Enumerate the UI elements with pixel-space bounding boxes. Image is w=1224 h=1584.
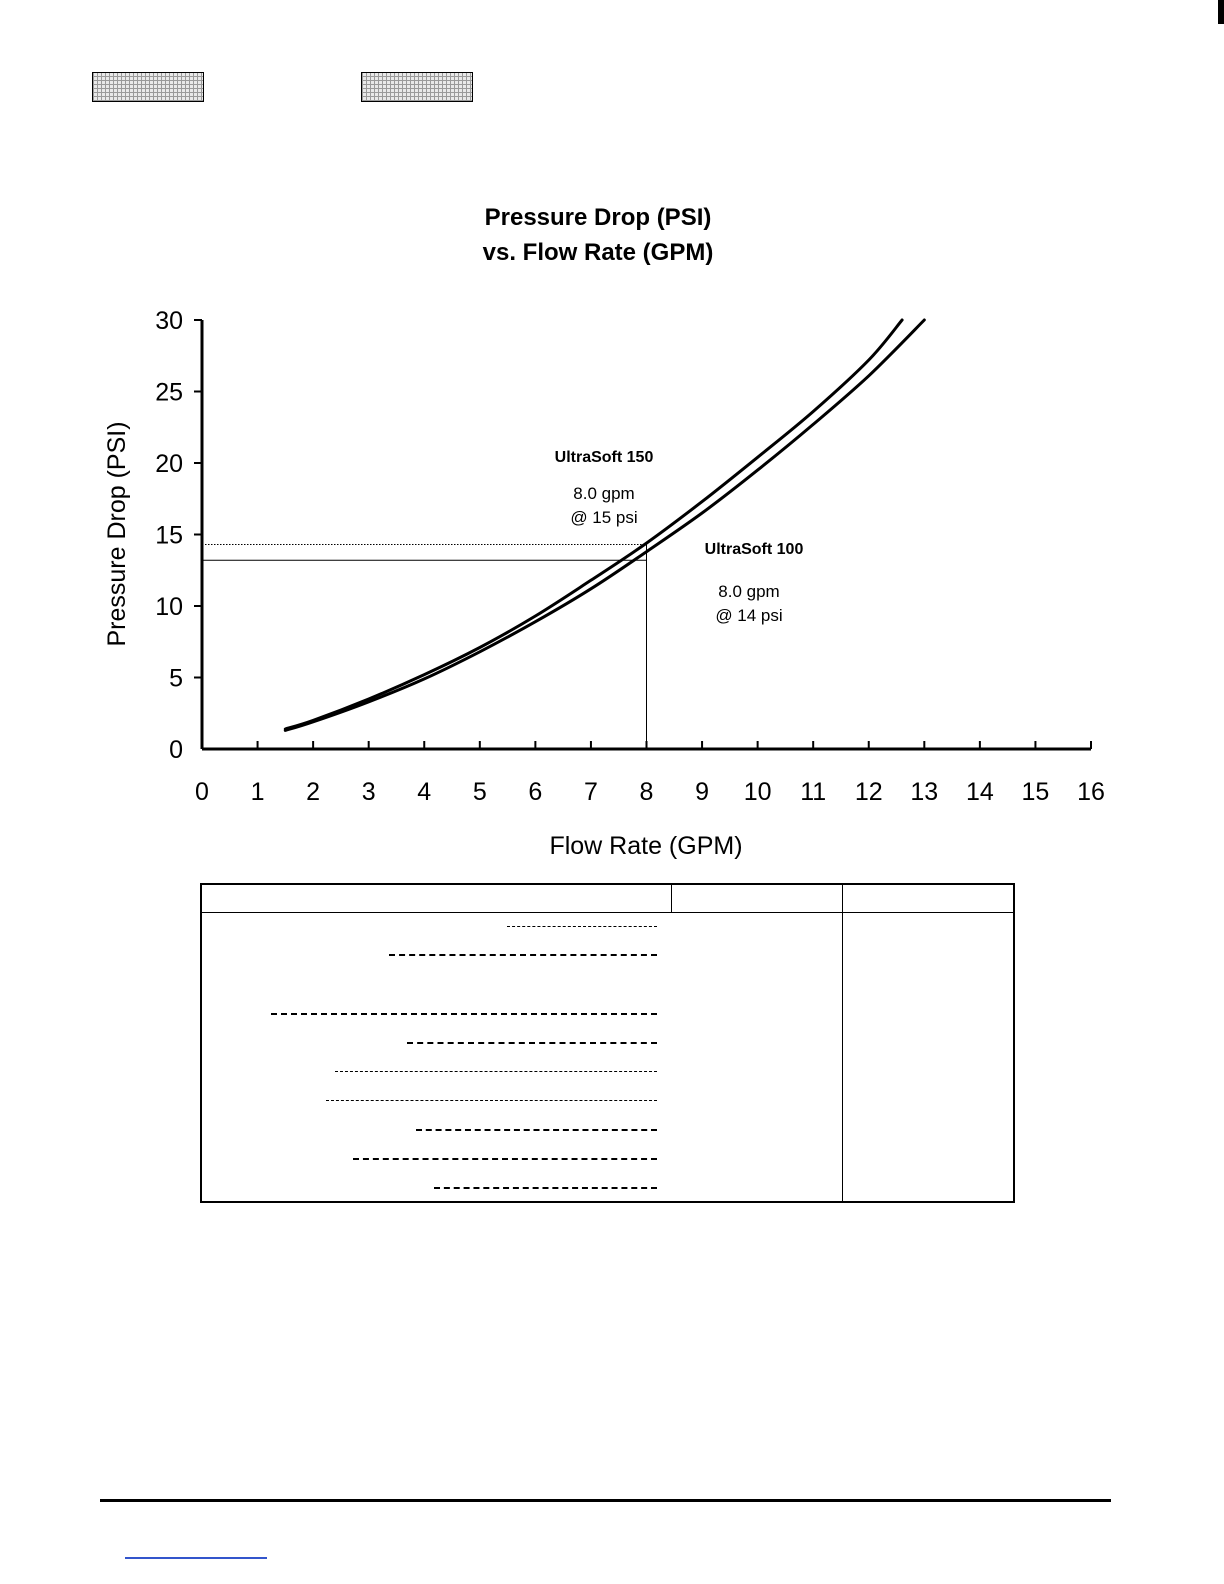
table-leader-line [389,954,657,956]
annotation-ultrasoft-100-pressure: @ 14 psi [715,606,783,625]
table-leader-line [353,1158,657,1160]
x-tick-label: 13 [910,778,939,806]
x-tick-label: 1 [250,778,265,806]
y-tick-label: 10 [155,593,183,621]
x-tick-label: 7 [583,778,598,806]
table-leader-line [507,926,657,927]
x-tick-label: 14 [965,778,994,806]
x-tick-label: 11 [800,778,827,806]
x-tick-label: 9 [695,778,710,806]
table-leader-line [416,1129,657,1131]
chart-title-line-2: vs. Flow Rate (GPM) [482,239,714,266]
footer-link-underline[interactable] [125,1557,267,1559]
x-tick-label: 0 [195,778,209,806]
x-tick-label: 8 [639,778,654,806]
y-tick-label: 20 [155,450,183,478]
annotation-ultrasoft-150-label: UltraSoft 150 [554,449,654,466]
x-tick-label: 16 [1077,778,1105,806]
table-leader-line [326,1100,657,1101]
annotation-ultrasoft-150-flow: 8.0 gpm [573,484,635,503]
y-tick-label: 5 [169,664,183,693]
x-tick-label: 3 [361,778,376,806]
x-tick-label: 12 [854,778,883,806]
table-leader-line [335,1071,657,1072]
x-tick-label: 2 [306,778,321,806]
annotation-ultrasoft-100-flow: 8.0 gpm [718,582,780,601]
table-column-divider-2 [842,885,843,1201]
specification-table [200,883,1015,1203]
table-leader-line [271,1013,657,1015]
x-tick-label: 15 [1021,778,1050,806]
annotation-ultrasoft-100-label: UltraSoft 100 [704,541,804,558]
x-axis-label: Flow Rate (GPM) [549,832,743,860]
footer-rule [100,1499,1111,1502]
annotation-ultrasoft-150-pressure: @ 15 psi [570,508,638,527]
y-tick-label: 15 [155,521,183,550]
chart-title-line-1: Pressure Drop (PSI) [484,204,712,231]
table-header-divider [202,912,1013,913]
table-leader-line [407,1042,657,1044]
table-leader-line [434,1187,657,1189]
y-tick-label: 0 [169,736,183,764]
y-axis-label: Pressure Drop (PSI) [103,421,131,647]
x-tick-label: 4 [417,778,432,806]
y-tick-label: 30 [155,307,183,335]
y-tick-label: 25 [155,378,183,407]
x-tick-label: 6 [528,778,543,806]
table-column-divider-1 [671,885,672,913]
x-tick-label: 5 [472,778,487,806]
x-tick-label: 10 [743,778,772,806]
